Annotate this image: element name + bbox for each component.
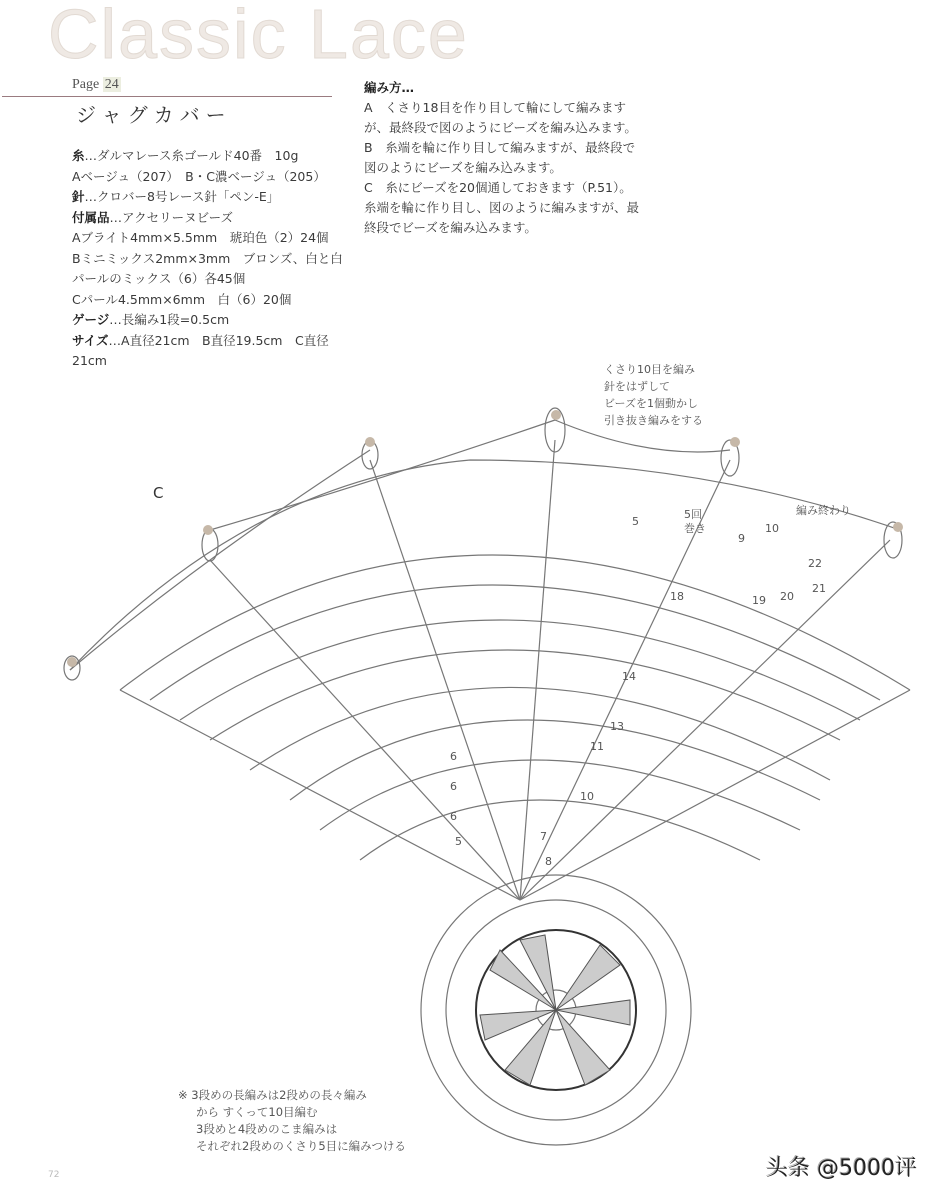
- instruction-a: A くさり18目を作り目して輪にして編みますが、最終段で図のようにビーズを編み込みます。: [364, 100, 637, 135]
- svg-text:22: 22: [808, 557, 822, 570]
- bead-note: [604, 361, 703, 429]
- svg-text:10: 10: [580, 790, 594, 803]
- svg-text:21: 21: [812, 582, 826, 595]
- svg-text:6: 6: [450, 750, 457, 763]
- footnote: [178, 1087, 406, 1155]
- footnote-line: それぞれ2段めのくさり5目に編みつける: [196, 1139, 406, 1153]
- accessories-label: 付属品: [72, 209, 110, 225]
- gauge-value: 長編み1段=0.5cm: [121, 312, 230, 327]
- instructions-title: 編み方: [364, 80, 402, 95]
- svg-text:20: 20: [780, 590, 794, 603]
- page-title: ジャグカバー: [76, 103, 232, 127]
- svg-text:14: 14: [622, 670, 636, 683]
- bead-note-line: 引き抜き編みをする: [604, 414, 703, 427]
- page-footer-number: 72: [48, 1170, 60, 1180]
- page-number: 24: [104, 77, 119, 92]
- footnote-line: から すくって10目編む: [196, 1105, 318, 1119]
- svg-text:6: 6: [450, 810, 457, 823]
- gauge-label: ゲージ: [72, 312, 110, 327]
- svg-text:9: 9: [738, 532, 745, 545]
- wind-note: [684, 508, 706, 536]
- svg-text:10: 10: [765, 522, 779, 535]
- svg-text:13: 13: [610, 720, 624, 733]
- svg-text:5: 5: [632, 515, 639, 528]
- yarn-colors: Aベージュ（207） B・C濃ベージュ（205）: [72, 168, 326, 184]
- watermark: 头条 @5000评: [766, 1156, 917, 1181]
- instruction-b: B 糸端を輪に作り目して編みますが、最終段で図のようにビーズを編み込みます。: [364, 140, 636, 175]
- beads-b: Bミニミックス2mm×3mm ブロンズ、白と白パールのミックス（6）各45個: [72, 250, 343, 286]
- size-value: A直径21cm B直径19.5cm C直径21cm: [72, 332, 329, 368]
- accessories-value: アクセリーヌビーズ: [122, 209, 234, 225]
- footnote-line: 3段めと4段めのこま編みは: [196, 1122, 338, 1136]
- bead-note-line: くさり10目を編み: [604, 363, 695, 376]
- svg-text:6: 6: [450, 780, 457, 793]
- materials-block: 糸…ダルマレース糸ゴールド40番 10g Aベージュ（207） B・C濃ベージュ（205） 針…クロバー8号レース針「ペン-E」 付属品…アクセリーヌビーズ Aブライト4mm×5.5mm 琥珀色（2）24個 Bミニミックス2mm×3mm ブロンズ、白と白パールのミックス（6）各45個 Cパール4.5mm×6mm 白（6）20個 ゲージ…長編み1段=0.5cm サイズ…A直径21cm B直径19.5cm C直径21cm: [72, 146, 348, 372]
- size-label: サイズ: [72, 332, 109, 348]
- instructions-block: 編み方… A くさり18目を作り目して輪にして編みますが、最終段で図のようにビーズを編み込みます。 B 糸端を輪に作り目して編みますが、最終段で図のようにビーズを編み込みます。 C 糸にビーズを20個通しておきます（P.51）。糸端を輪に作り目し、図のように編みますが、最終段でビーズを編み込みます。: [364, 78, 644, 238]
- bead-note-line: ビーズを1個動かし: [604, 397, 699, 410]
- yarn-label: 糸: [72, 148, 85, 163]
- svg-text:18: 18: [670, 590, 684, 603]
- page-prefix: Page: [72, 77, 100, 92]
- yarn-value: ダルマレース糸ゴールド40番 10g: [97, 148, 299, 163]
- banner-title: Classic Lace: [48, 0, 469, 73]
- footnote-line: ※ 3段めの長編みは2段めの長々編み: [178, 1088, 367, 1102]
- beads-c: Cパール4.5mm×6mm 白（6）20個: [72, 291, 292, 307]
- wind-note-line: 5回: [684, 508, 702, 521]
- svg-text:11: 11: [590, 740, 604, 753]
- needle-label: 針: [72, 189, 85, 204]
- beads-a: Aブライト4mm×5.5mm 琥珀色（2）24個: [72, 230, 329, 245]
- wind-note-line: 巻き: [684, 522, 706, 535]
- end-note: 編み終わり: [796, 504, 851, 517]
- svg-text:5: 5: [455, 835, 462, 848]
- bead-note-line: 針をはずして: [604, 380, 670, 393]
- svg-text:19: 19: [752, 594, 766, 607]
- diagram-label-c: C: [153, 484, 164, 502]
- svg-text:8: 8: [545, 855, 552, 868]
- svg-text:7: 7: [540, 830, 547, 843]
- needle-value: クロバー8号レース針「ペン-E」: [97, 189, 280, 204]
- instruction-c: C 糸にビーズを20個通しておきます（P.51）。糸端を輪に作り目し、図のように編みますが、最終段でビーズを編み込みます。: [364, 180, 640, 235]
